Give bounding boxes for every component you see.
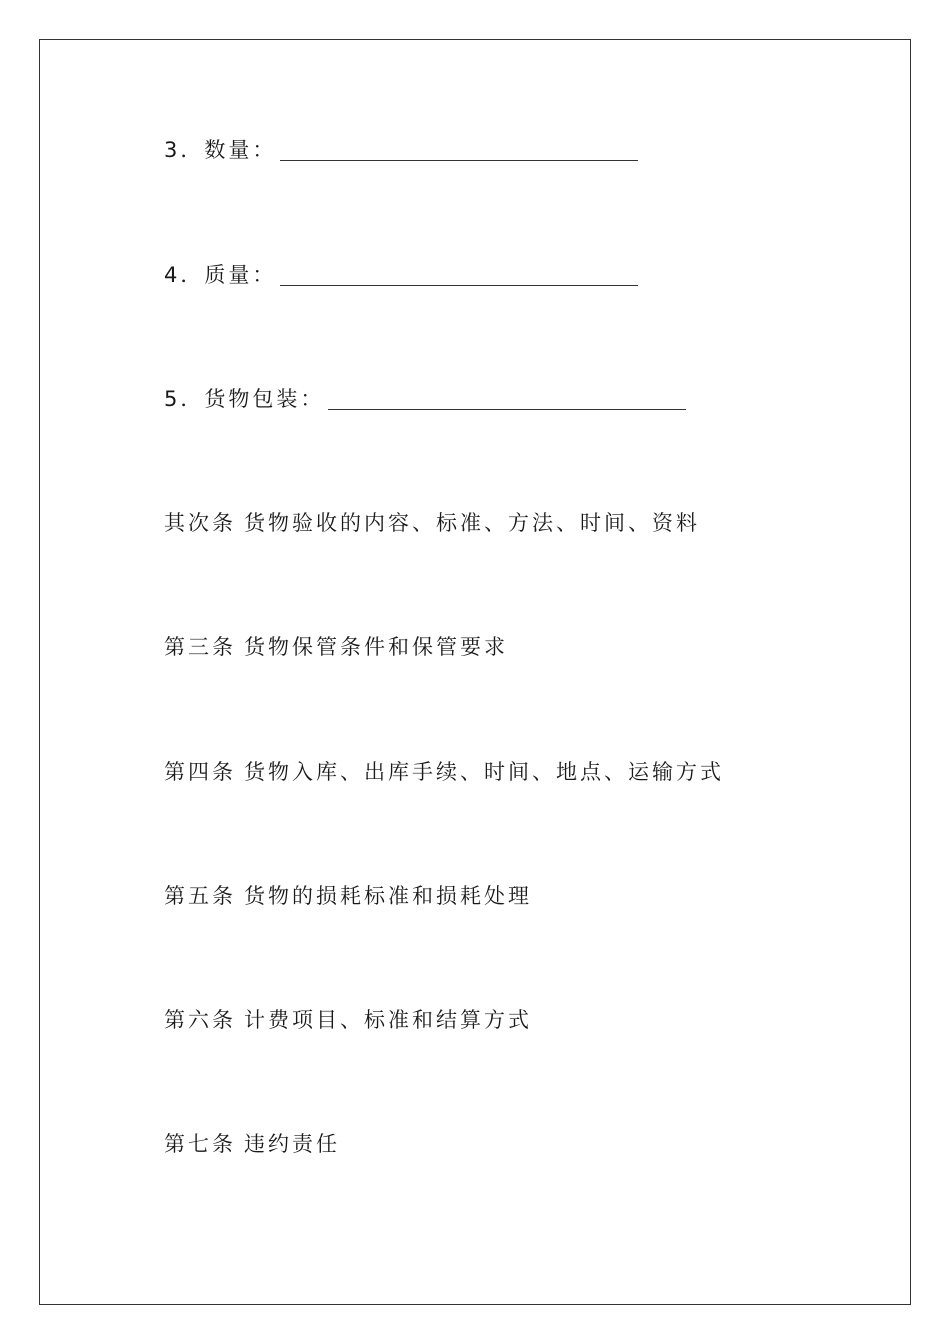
field-packaging <box>164 385 686 413</box>
field-quantity <box>164 136 638 164</box>
article-5 <box>164 882 532 910</box>
field-quality <box>164 261 638 289</box>
field-label: 4．质量： <box>164 263 277 287</box>
article-title: 货物验收的内容、标准、方法、时间、资料 <box>244 511 700 535</box>
article-7 <box>164 1130 340 1158</box>
article-6 <box>164 1006 532 1034</box>
field-label: 5．货物包装： <box>164 387 325 411</box>
article-number: 第五条 <box>164 884 236 908</box>
article-title: 货物的损耗标准和损耗处理 <box>244 884 532 908</box>
fill-in-blank[interactable] <box>280 140 638 161</box>
article-3 <box>164 633 508 661</box>
article-number: 第六条 <box>164 1008 236 1032</box>
page-frame <box>39 39 911 1305</box>
article-4 <box>164 758 724 786</box>
article-number: 其次条 <box>164 511 236 535</box>
fill-in-blank[interactable] <box>328 389 686 410</box>
article-title: 计费项目、标准和结算方式 <box>244 1008 532 1032</box>
field-label: 3．数量： <box>164 138 277 162</box>
article-number: 第四条 <box>164 760 236 784</box>
article-number: 第七条 <box>164 1132 236 1156</box>
fill-in-blank[interactable] <box>280 265 638 286</box>
article-2 <box>164 509 700 537</box>
article-title: 违约责任 <box>244 1132 340 1156</box>
article-number: 第三条 <box>164 635 236 659</box>
article-title: 货物入库、出库手续、时间、地点、运输方式 <box>244 760 724 784</box>
article-title: 货物保管条件和保管要求 <box>244 635 508 659</box>
